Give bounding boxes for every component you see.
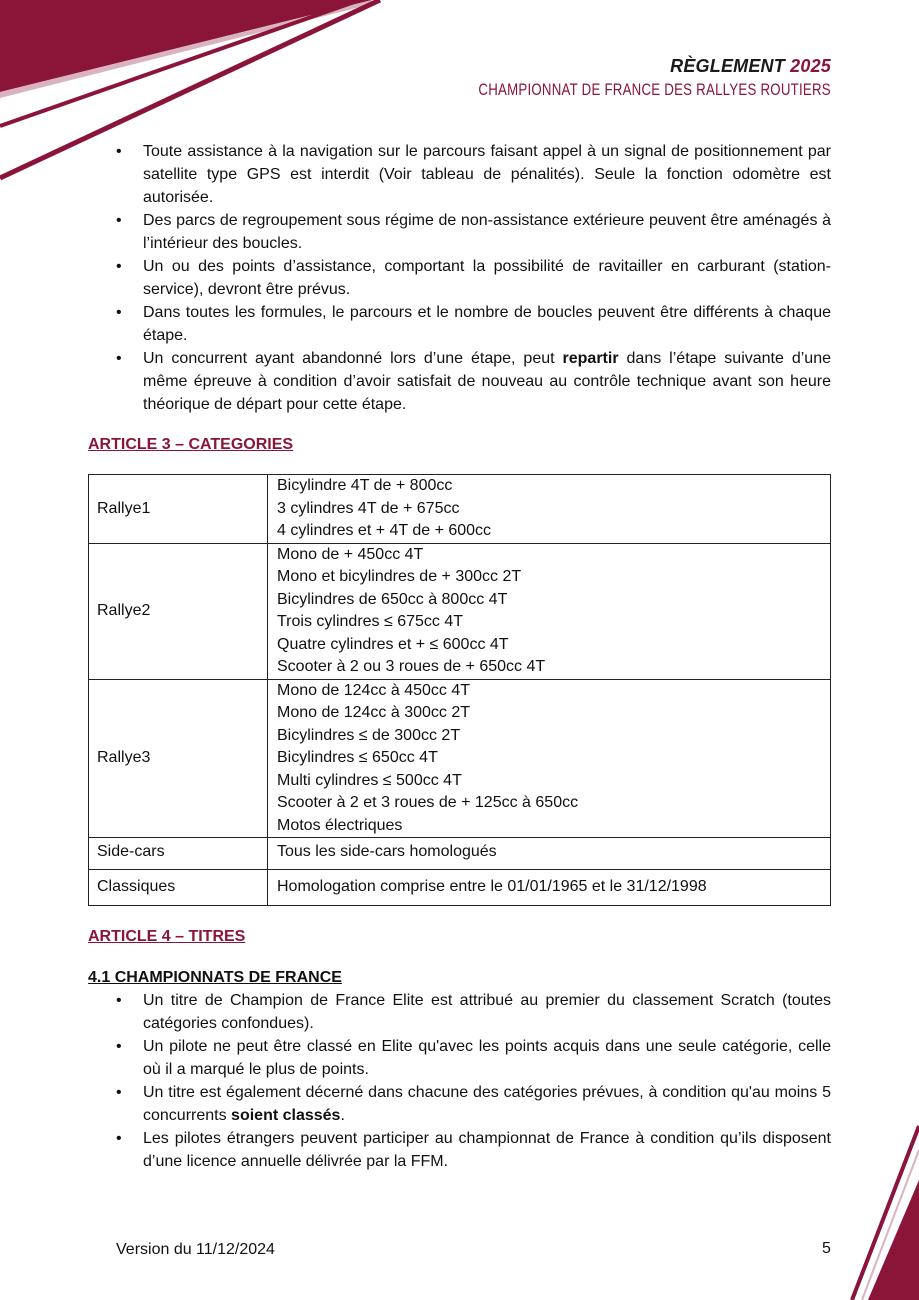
header-title-year: 2025 <box>790 56 831 76</box>
list-item: • Toute assistance à la navigation sur le parcours faisant appel à un signal de positionnement par satellite type GPS est interdit (Voir tableau de pénalités). Seule la fonction odomètre est autorisée. <box>88 140 831 209</box>
intro-bullet-list <box>88 140 831 416</box>
category-description-cell: Bicylindre 4T de + 800cc 3 cylindres 4T de + 675cc 4 cylindres et + 4T de + 600cc <box>268 475 831 544</box>
category-cell: Side-cars <box>89 838 268 870</box>
page-number: 5 <box>822 1240 831 1257</box>
emphasis-text: soient classés <box>231 1107 341 1124</box>
list-item: • Un ou des points d’assistance, comportant la possibilité de ravitailler en carburant (station-service), devront être prévus. <box>88 255 831 301</box>
category-description-cell: Mono de 124cc à 450cc 4T Mono de 124cc à 300cc 2T Bicylindres ≤ de 300cc 2T Bicylindres ≤ 650cc 4T Multi cylindres ≤ 500cc 4T Scooter à 2 et 3 roues de + 125cc à 650cc Motos électriques <box>268 679 831 838</box>
list-item: • Dans toutes les formules, le parcours et le nombre de boucles peuvent être différents à chaque étape. <box>88 301 831 347</box>
category-description-cell: Tous les side-cars homologués <box>268 838 831 870</box>
categories-table <box>88 474 831 906</box>
list-item: • Un concurrent ayant abandonné lors d’une étape, peut repartir dans l’étape suivante d’une même épreuve à condition d’avoir satisfait de nouveau au contrôle technique avant son heure théorique de départ pour cette étape. <box>88 347 831 416</box>
list-item: • Un pilote ne peut être classé en Elite qu'avec les points acquis dans une seule catégorie, celle où il a marqué le plus de points. <box>88 1035 831 1081</box>
table-row <box>89 869 831 906</box>
list-item: • Un titre est également décerné dans chacune des catégories prévues, à condition qu'au moins 5 concurrents soient classés. <box>88 1081 831 1127</box>
footer-version: Version du 11/12/2024 <box>116 1241 275 1258</box>
article-4-heading: ARTICLE 4 – TITRES <box>88 928 246 945</box>
category-description-cell: Mono de + 450cc 4T Mono et bicylindres de + 300cc 2T Bicylindres de 650cc à 800cc 4T Trois cylindres ≤ 675cc 4T Quatre cylindres et + ≤ 600cc 4T Scooter à 2 ou 3 roues de + 650cc 4T <box>268 543 831 679</box>
list-item: • Un titre de Champion de France Elite est attribué au premier du classement Scratch (toutes catégories confondues). <box>88 989 831 1035</box>
header-subtitle: CHAMPIONNAT DE FRANCE DES RALLYES ROUTIERS <box>478 80 831 99</box>
table-row <box>89 543 831 679</box>
header-title <box>379 56 831 77</box>
category-cell: Rallye2 <box>89 543 268 679</box>
category-cell: Classiques <box>89 869 268 906</box>
list-item: • Les pilotes étrangers peuvent participer au championnat de France à condition qu’ils disposent d’une licence annuelle délivrée par la FFM. <box>88 1127 831 1173</box>
category-cell: Rallye1 <box>89 475 268 544</box>
emphasis-text: repartir <box>562 350 619 367</box>
table-row <box>89 679 831 838</box>
titles-bullet-list <box>88 989 831 1173</box>
table-row <box>89 475 831 544</box>
section-4-1-heading: 4.1 CHAMPIONNATS DE FRANCE <box>88 969 342 986</box>
article-3-heading: ARTICLE 3 – CATEGORIES <box>88 436 294 453</box>
category-description-cell: Homologation comprise entre le 01/01/1965 et le 31/12/1998 <box>268 869 831 906</box>
table-row <box>89 838 831 870</box>
category-cell: Rallye3 <box>89 679 268 838</box>
page-content <box>88 140 831 1173</box>
document-header <box>379 56 831 100</box>
list-item: • Des parcs de regroupement sous régime de non-assistance extérieure peuvent être aménagés à l’intérieur des boucles. <box>88 209 831 255</box>
header-title-word: RÈGLEMENT <box>670 56 785 76</box>
